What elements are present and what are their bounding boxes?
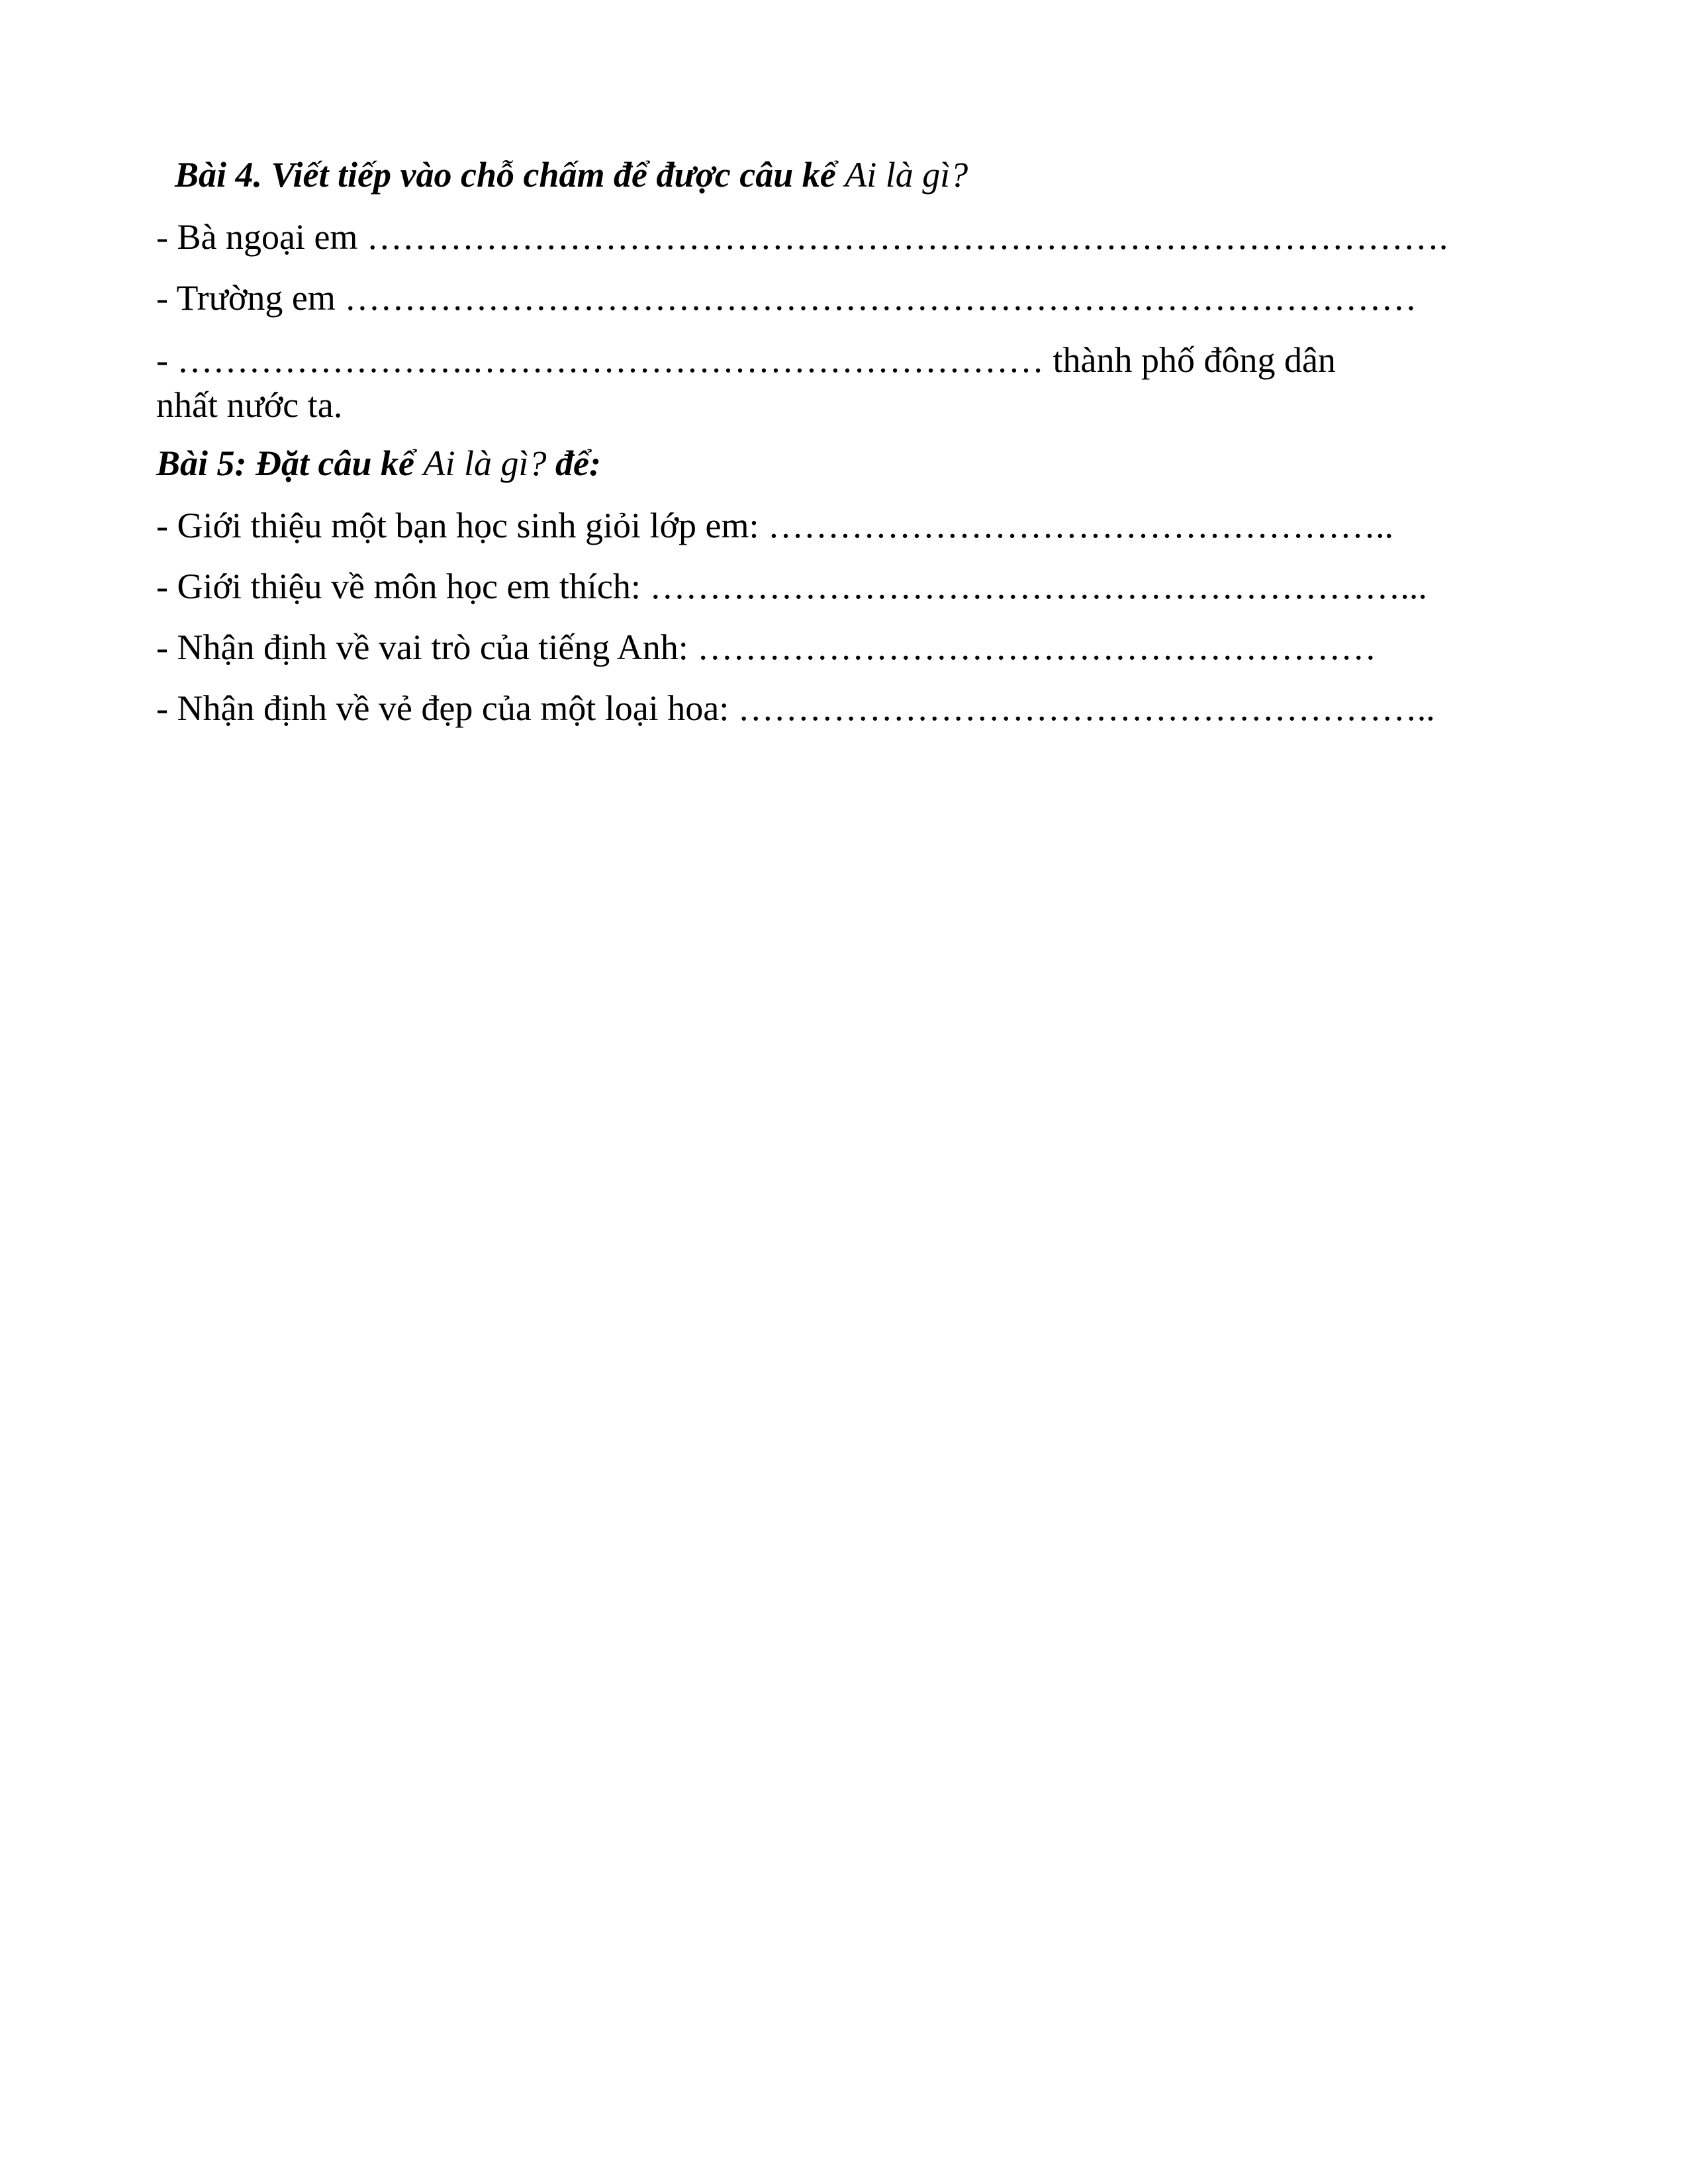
exercise-5-line-2: - Giới thiệu về môn học em thích: ………………………………………………………... [156,567,1427,606]
exercise-5-heading [156,442,601,484]
exercise-4-heading-bold: Bài 4. Viết tiếp vào chỗ chấm để được câu kể [175,155,845,195]
exercise-4-heading-italic: Ai là gì? [845,155,968,195]
exercise-5-heading-bold-2: để: [546,443,601,483]
exercise-5-heading-italic: Ai là gì? [423,443,547,483]
exercise-5-line-1: - Giới thiệu một bạn học sinh giỏi lớp em: …………………………………………….. [156,506,1394,545]
exercise-4-line-1: - Bà ngoại em ………………………………………………………………………………. [156,217,1448,257]
exercise-4-line-3: - …………………….………………………………………… thành phố đông dân [156,340,1336,380]
exercise-4-heading [175,154,968,196]
exercise-5-heading-bold-1: Bài 5: Đặt câu kể [156,443,424,483]
exercise-4-line-3-continued: nhất nước ta. [156,385,343,425]
exercise-5-line-4: - Nhận định về vẻ đẹp của một loại hoa: ………………………………………………….. [156,688,1435,728]
exercise-4-line-2: - Trường em ……………………………………………………………………………… [156,278,1417,318]
exercise-5-line-3: - Nhận định về vai trò của tiếng Anh: ………………………………………………… [156,627,1377,667]
